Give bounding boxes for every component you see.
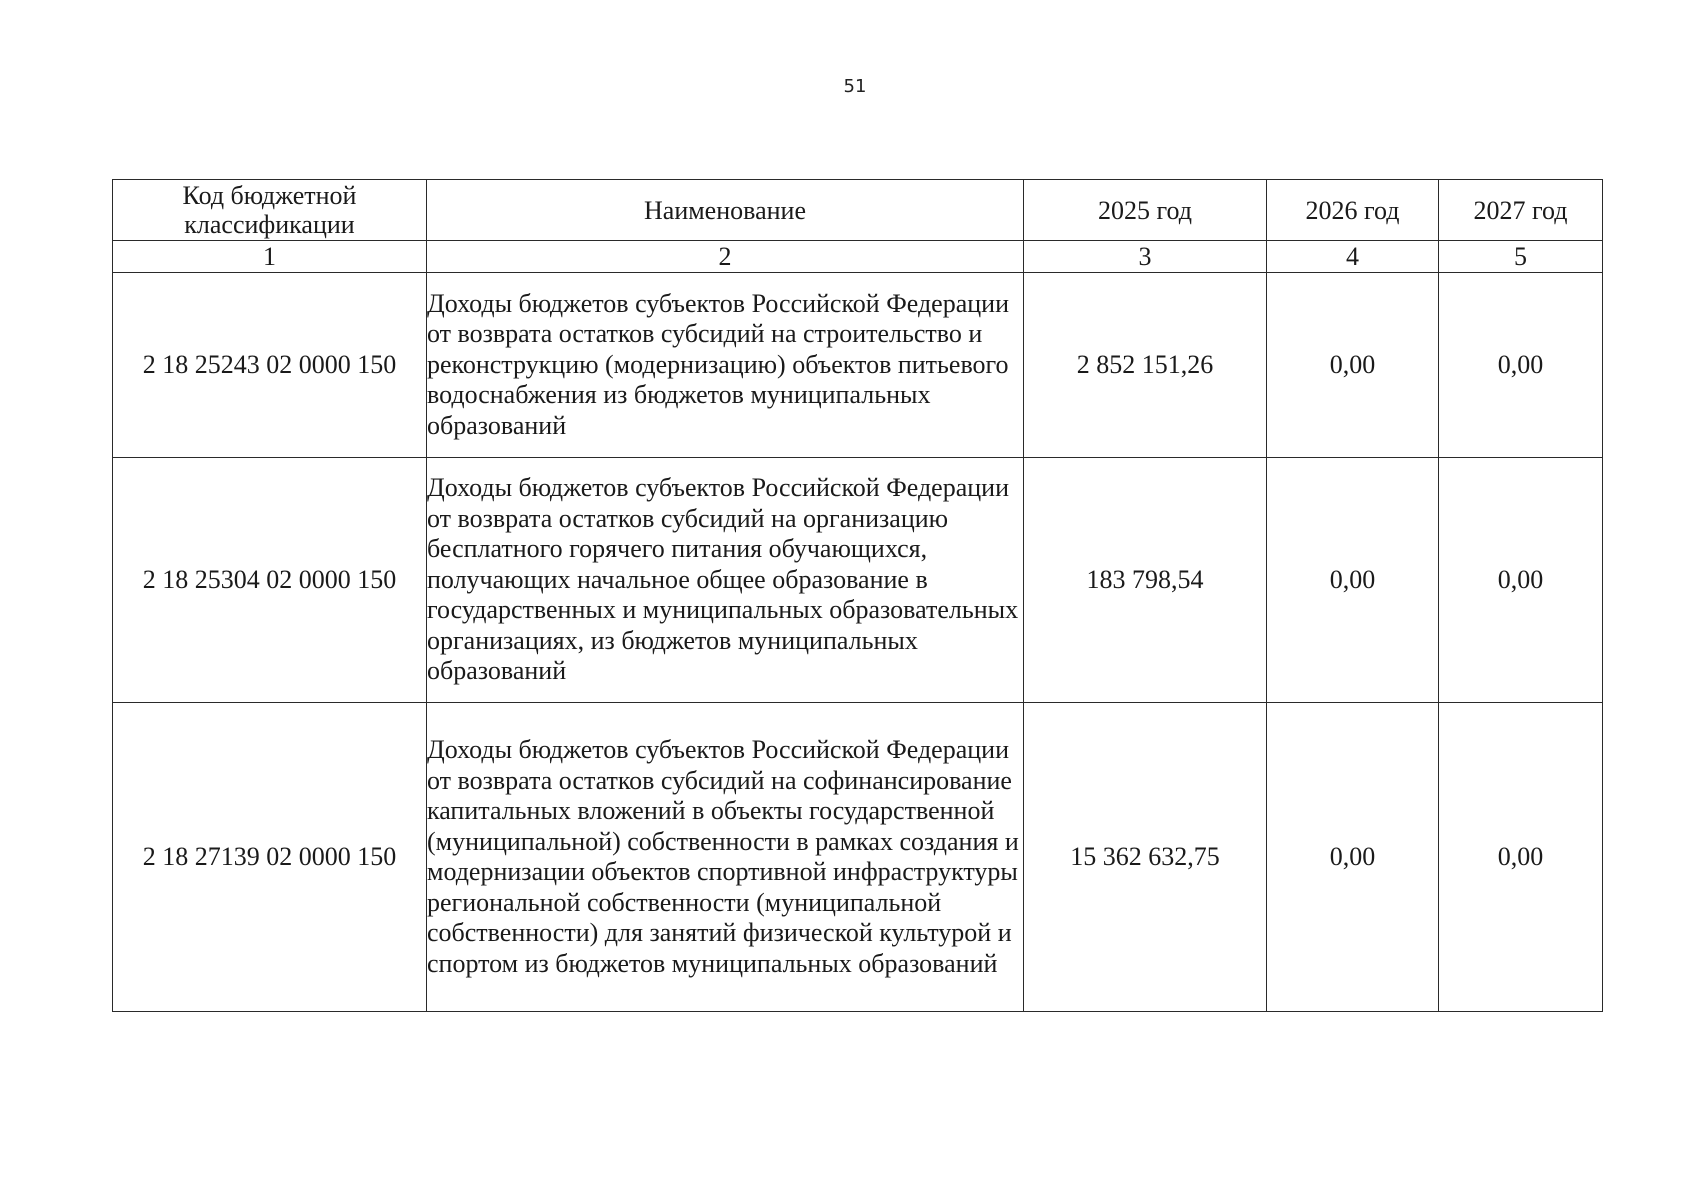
column-number: 2	[427, 241, 1024, 273]
amount-2027: 0,00	[1439, 458, 1603, 703]
amount-2025: 183 798,54	[1024, 458, 1267, 703]
table-row	[113, 458, 1603, 703]
column-number: 3	[1024, 241, 1267, 273]
amount-2025: 15 362 632,75	[1024, 703, 1267, 1012]
column-number-row	[113, 241, 1603, 273]
amount-2026: 0,00	[1267, 458, 1439, 703]
column-number: 1	[113, 241, 427, 273]
revenue-name: Доходы бюджетов субъектов Российской Федерации от возврата остатков субсидий на софинансирование капитальных вложений в объекты государственной (муниципальной) собственности в рамках создания и модернизации объектов спортивной инфраструктуры региональной собственности (муниципальной собственности) для занятий физической культурой и спортом из бюджетов муниципальных образований	[427, 703, 1024, 1012]
table-row	[113, 273, 1603, 458]
budget-revenue-table	[112, 179, 1603, 1012]
amount-2025: 2 852 151,26	[1024, 273, 1267, 458]
header-2026: 2026 год	[1267, 180, 1439, 241]
header-name: Наименование	[427, 180, 1024, 241]
header-2027: 2027 год	[1439, 180, 1603, 241]
classification-code: 2 18 27139 02 0000 150	[113, 703, 427, 1012]
table-header-row	[113, 180, 1603, 241]
table-row	[113, 703, 1603, 1012]
revenue-name: Доходы бюджетов субъектов Российской Федерации от возврата остатков субсидий на строительство и реконструкцию (модернизацию) объектов питьевого водоснабжения из бюджетов муниципальных образований	[427, 273, 1024, 458]
header-2025: 2025 год	[1024, 180, 1267, 241]
revenue-name: Доходы бюджетов субъектов Российской Федерации от возврата остатков субсидий на организацию бесплатного горячего питания обучающихся, получающих начальное общее образование в государственных и муниципальных образовательных организациях, из бюджетов муниципальных образований	[427, 458, 1024, 703]
classification-code: 2 18 25243 02 0000 150	[113, 273, 427, 458]
amount-2026: 0,00	[1267, 273, 1439, 458]
header-code: Код бюджетной классификации	[113, 180, 427, 241]
amount-2027: 0,00	[1439, 703, 1603, 1012]
classification-code: 2 18 25304 02 0000 150	[113, 458, 427, 703]
column-number: 5	[1439, 241, 1603, 273]
column-number: 4	[1267, 241, 1439, 273]
amount-2027: 0,00	[1439, 273, 1603, 458]
amount-2026: 0,00	[1267, 703, 1439, 1012]
page-number: 51	[843, 76, 867, 97]
